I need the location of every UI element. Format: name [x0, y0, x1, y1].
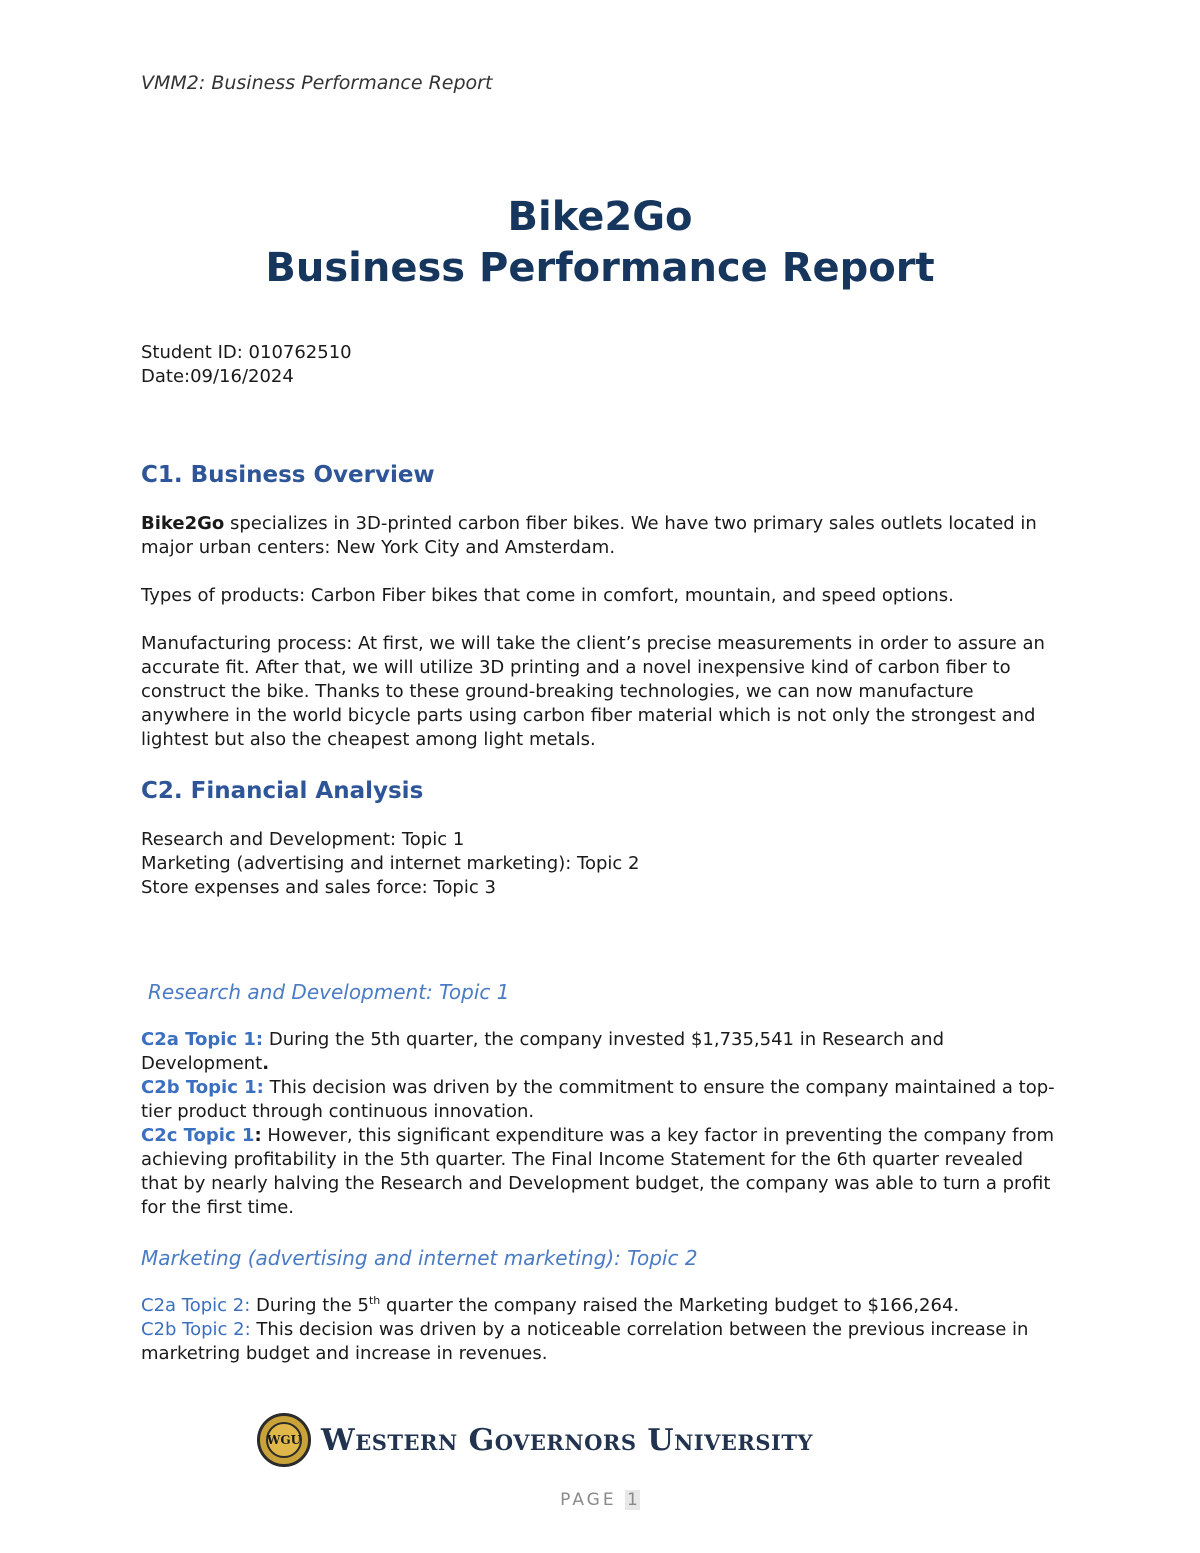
- topic2-c2b: C2b Topic 2: This decision was driven by a noticeable correlation between the previous increase in marketring budget and increase in revenues.: [141, 1319, 1029, 1364]
- topic2-heading: Marketing (advertising and internet marketing): Topic 2: [141, 1246, 698, 1270]
- products-paragraph: Types of products: Carbon Fiber bikes that come in comfort, mountain, and speed options.: [141, 585, 954, 606]
- title-report: Business Performance Report: [265, 245, 935, 291]
- report-body: [141, 460, 1061, 1366]
- report-meta: [141, 341, 352, 389]
- seal-monogram: WGU: [266, 1422, 302, 1458]
- page-number: [0, 1490, 1200, 1510]
- report-date: Date:09/16/2024: [141, 366, 294, 387]
- topic1-c2c: C2c Topic 1: However, this significant expenditure was a key factor in preventing the company from achieving profitability in the 5th quarter. The Final Income Statement for the 6th quarter revealed that by nearly halving the Research and Development budget, the company was able to turn a profit for the first time.: [141, 1125, 1055, 1218]
- manufacturing-paragraph: Manufacturing process: At first, we will take the client’s precise measurements in order to assure an accurate fit. After that, we will utilize 3D printing and a novel inexpensive kind of carbon fiber to construct the bike. Thanks to these ground-breaking technologies, we can now manufacture anywhere in the world bicycle parts using carbon fiber material which is not only the strongest and lightest but also the cheapest among light metals.: [141, 633, 1045, 750]
- topic-list-item: Research and Development: Topic 1: [141, 829, 465, 850]
- topic-list-item: Marketing (advertising and internet marketing): Topic 2: [141, 853, 640, 874]
- topic1-c2a: C2a Topic 1: During the 5th quarter, the company invested $1,735,541 in Research and Development.: [141, 1029, 945, 1074]
- page-number-value: 1: [627, 1490, 638, 1510]
- page-label: PAGE: [560, 1490, 617, 1510]
- topic-list-item: Store expenses and sales force: Topic 3: [141, 877, 496, 898]
- university-wordmark: Western Governors University: [321, 1422, 813, 1458]
- university-seal-icon: [257, 1413, 311, 1467]
- topic2-c2a: C2a Topic 2: During the 5th quarter the company raised the Marketing budget to $166,264.: [141, 1294, 960, 1316]
- running-header: VMM2: Business Performance Report: [141, 72, 493, 94]
- section-heading-c1: C1. Business Overview: [141, 462, 435, 488]
- section-heading-c2: C2. Financial Analysis: [141, 778, 424, 804]
- business-intro: Bike2Go specializes in 3D-printed carbon fiber bikes. We have two primary sales outlets located in major urban centers: New York City and Amsterdam.: [141, 513, 1037, 558]
- topic1-c2b: C2b Topic 1: This decision was driven by the commitment to ensure the company maintained a top-tier product through continuous innovation.: [141, 1077, 1055, 1122]
- topic-list: [141, 828, 1061, 900]
- report-title: [0, 192, 1200, 294]
- university-logo: [257, 1410, 907, 1470]
- student-id: Student ID: 010762510: [141, 342, 352, 363]
- company-name: Bike2Go: [141, 513, 225, 534]
- topic1-heading: Research and Development: Topic 1: [148, 980, 510, 1004]
- title-company: Bike2Go: [507, 194, 693, 240]
